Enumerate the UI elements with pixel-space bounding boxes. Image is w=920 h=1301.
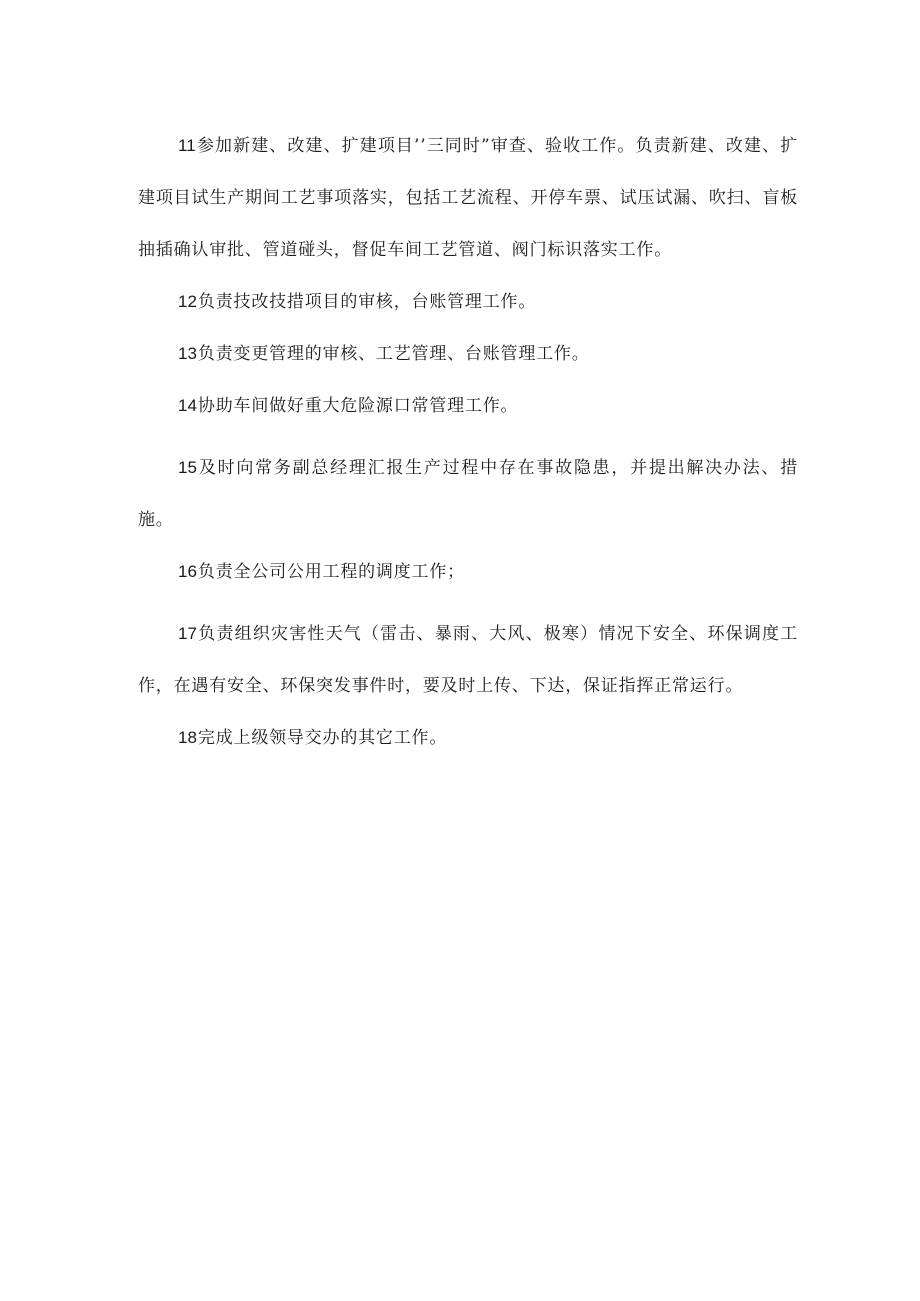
- item-number: 15: [178, 458, 197, 477]
- item-text: 完成上级领导交办的其它工作。: [197, 728, 448, 748]
- list-item-17: [138, 608, 798, 712]
- item-text: 负责技改技措项目的审核，台账管理工作。: [197, 292, 537, 312]
- list-item-14: [138, 380, 798, 432]
- item-text: 参加新建、改建、扩建项目’’三同时”审查、验收工作。负责新建、改建、扩建项目试生产期间工艺事项落实，包括工艺流程、开停车票、试压试漏、吹扫、盲板抽插确认审批、管道碰头，督促车间工艺管道、阀门标识落实工作。: [138, 136, 798, 260]
- item-text: 负责变更管理的审核、工艺管理、台账管理工作。: [197, 344, 590, 364]
- item-number: 11: [178, 136, 196, 155]
- list-item-16: [138, 546, 798, 598]
- item-text: 负责全公司公用工程的调度工作；: [197, 562, 465, 582]
- item-number: 18: [178, 728, 197, 747]
- item-number: 13: [178, 344, 197, 363]
- list-item-11: [138, 120, 798, 276]
- list-item-13: [138, 328, 798, 380]
- item-text: 及时向常务副总经理汇报生产过程中存在事故隐患，并提出解决办法、措施。: [138, 458, 798, 530]
- item-text: 协助车间做好重大危险源口常管理工作。: [197, 396, 519, 416]
- item-text: 负责组织灾害性天气（雷击、暴雨、大风、极寒）情况下安全、环保调度工作，在遇有安全、环保突发事件时，要及时上传、下达，保证指挥正常运行。: [138, 624, 798, 696]
- item-number: 12: [178, 292, 197, 311]
- list-item-12: [138, 276, 798, 328]
- item-number: 17: [178, 624, 197, 643]
- item-number: 16: [178, 562, 197, 581]
- list-item-18: [138, 712, 798, 764]
- item-number: 14: [178, 396, 197, 415]
- list-item-15: [138, 442, 798, 546]
- document-body: [138, 120, 798, 764]
